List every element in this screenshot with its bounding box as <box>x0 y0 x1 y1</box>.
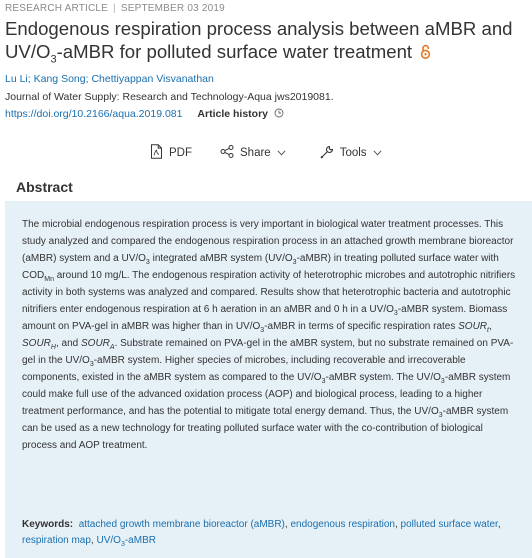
wrench-icon <box>320 145 340 162</box>
pdf-button[interactable] <box>150 144 192 162</box>
keywords-section: Keywords: attached growth membrane bioreactor (aMBR), endogenous respiration, polluted surface water, respiration map, $UV/O_3$-aMBR <box>22 519 501 548</box>
tools-label: Tools <box>339 147 367 159</box>
tools-dropdown[interactable] <box>320 145 388 162</box>
author-separator: ; <box>27 73 31 85</box>
pdf-label: PDF <box>169 147 192 159</box>
title-text-rest: -aMBR for polluted surface water treatment <box>56 41 413 62</box>
share-icon <box>220 145 240 161</box>
author-separator: ; <box>85 73 89 85</box>
history-clock-icon <box>271 108 284 120</box>
journal-citation: Journal of Water Supply: Research and Technology-Aqua jws2019081. <box>5 91 334 103</box>
share-dropdown[interactable] <box>220 145 292 161</box>
article-date: SEPTEMBER 03 2019 <box>120 3 225 14</box>
meta-separator: | <box>113 3 116 14</box>
chevron-down-icon <box>373 147 388 159</box>
article-type: RESEARCH ARTICLE <box>5 3 109 14</box>
author-link[interactable]: Kang Song <box>33 73 86 85</box>
keyword-link[interactable]: endogenous respiration <box>290 519 395 530</box>
share-label: Share <box>240 147 271 159</box>
abstract-heading: Abstract <box>16 179 73 195</box>
article-history-label: Article history <box>197 108 269 120</box>
title-subscript: 3 <box>50 53 57 66</box>
article-title <box>5 17 530 72</box>
keyword-link[interactable]: polluted surface water <box>400 519 498 530</box>
article-actions-bar <box>150 144 416 162</box>
author-list <box>5 73 214 85</box>
abstract-text: The microbial endogenous respiration process is very important in biological water treatment processes. This study analyzed and compared the endogenous respiration process in an attached growth membrane bioreactor (aMBR) system and a $UV/O_3$ integrated aMBR system $(UV/O_3-aMBR)$ in treating polluted surface water with $COD_{Mn}$ around 10 mg/L. The endogenous respiration activity of heterotrophic microbes and autotrophic nitrifiers activity in both systems was analyzed and compared. Results show that heterotrophic bacteria and autotrophic nitrifiers enter endogenous respiration at 6 h aeration in an aMBR and 0 h in a $UV/O_3$-aMBR system. Biomass amount on PVA-gel in aMBR was higher than in $UV/O_3$-aMBR in terms of specific respiration rates $SOUR_t$, $SOUR_H$, and $SOUR_A$. Substrate remained on PVA-gel in the aMBR system, but no substrate remained on PVA-gel in the $UV/O_3$-aMBR system. Higher species of microbes, including recoverable and irrecoverable components, existed in the aMBR system as compared to the $UV/O_3$-aMBR system. The $UV/O_3$-aMBR system could make full use of the advanced oxidation process (AOP) and biological process, leading to a higher treatment performance, and has the potential to mitigate total energy demand. Thus, the $UV/O_3$-aMBR system can be used as a new technology for treating polluted surface water with the co-contribution of biological process and AOP treatment. <box>22 219 516 451</box>
keywords-label: Keywords: <box>22 519 74 530</box>
keyword-link[interactable]: attached growth membrane bioreactor (aMBR) <box>78 519 285 530</box>
keyword-link[interactable]: respiration map <box>22 535 91 546</box>
keyword-link[interactable]: $UV/O_3$-aMBR <box>96 535 156 548</box>
pdf-icon <box>150 144 169 162</box>
chevron-down-icon <box>277 147 292 159</box>
doi-row <box>5 108 284 120</box>
author-link[interactable]: Chettiyappan Visvanathan <box>91 73 214 85</box>
article-meta <box>5 3 225 14</box>
author-link[interactable]: Lu Li <box>5 73 28 85</box>
article-history-button[interactable] <box>197 108 284 120</box>
doi-link[interactable]: https://doi.org/10.2166/aqua.2019.081 <box>5 108 183 120</box>
title-text: Endogenous respiration process analysis between aMBR and UV/O <box>5 18 513 62</box>
open-access-lock-icon <box>420 45 431 62</box>
